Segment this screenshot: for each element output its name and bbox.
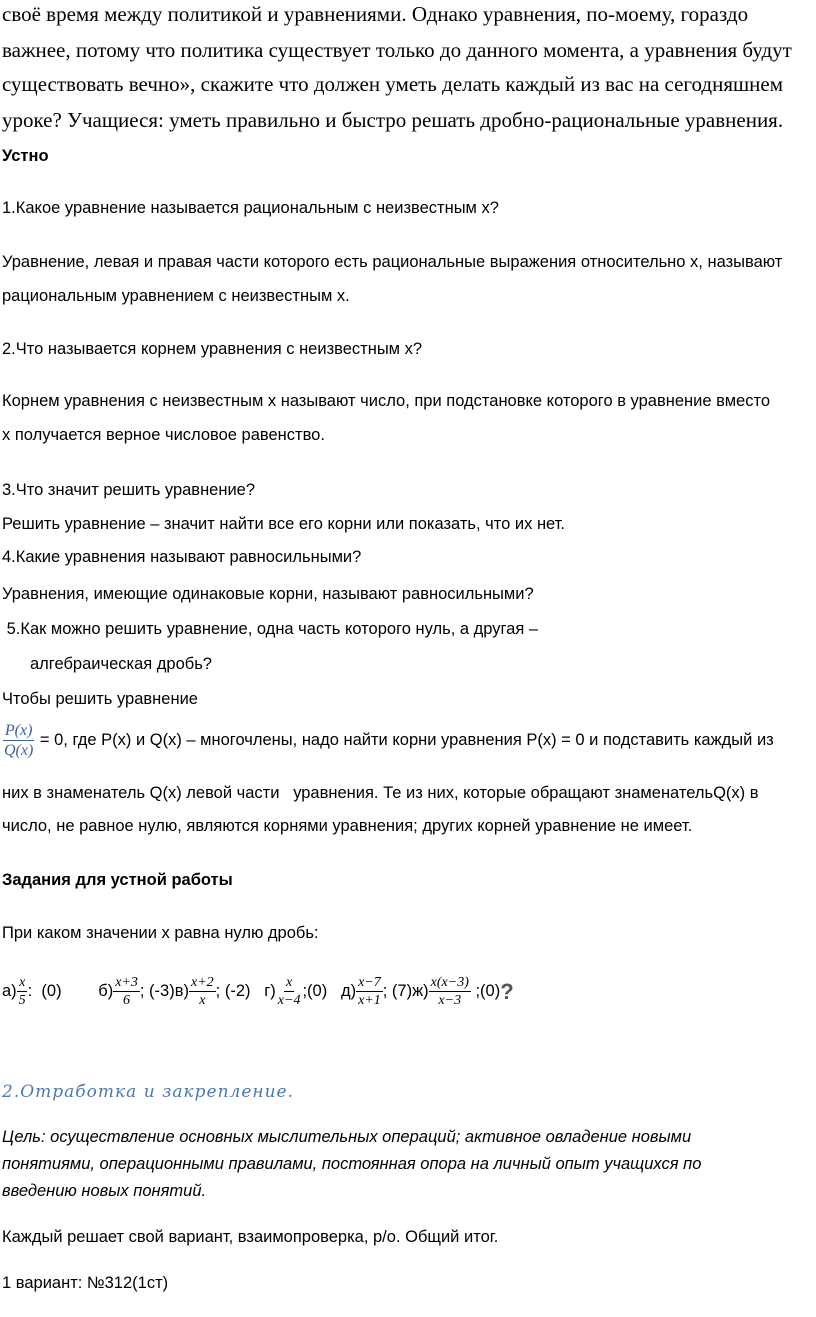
task-d-prefix: г) — [264, 982, 276, 1000]
instruction-text: Каждый решает свой вариант, взаимопроверка, р/о. Общий итог. — [2, 1228, 499, 1246]
task-e-denominator: x+1 — [358, 993, 381, 1008]
question-2: 2.Что называется корнем уравнения с неизвестным х? — [2, 340, 423, 358]
answer-5-intro: Чтобы решить уравнение — [2, 690, 198, 708]
variant-text: 1 вариант: №312(1ст) — [2, 1274, 169, 1292]
task-f-fraction — [429, 975, 471, 1008]
tasks-fraction-row — [2, 975, 514, 1008]
oral-title: Устно — [2, 147, 49, 165]
section-2-heading: 2.Отработка и закрепление. — [2, 1082, 295, 1102]
task-d-fraction — [276, 975, 303, 1008]
task-e-numerator: x−7 — [358, 975, 381, 990]
task-f-prefix: ж) — [412, 982, 429, 1000]
fraction-denominator: Q(x) — [4, 742, 34, 759]
question-1: 1.Какое уравнение называется рациональным с неизвестным х? — [2, 199, 499, 217]
task-a-denominator: 5 — [18, 993, 26, 1008]
task-e-prefix: д) — [340, 982, 357, 1000]
task-e-fraction — [356, 975, 383, 1008]
task-c-numerator: x+2 — [191, 975, 214, 990]
question-4: 4.Какие уравнения называют равносильными? — [2, 548, 362, 566]
task-b-prefix: б) — [98, 982, 114, 1000]
answer-5-line-2: них в знаменатель Q(х) левой части уравнения. Те из них, которые обращают знаменательQ(х) в — [2, 784, 759, 802]
intro-line-1: своё время между политикой и уравнениями. Однако уравнения, по-моему, гораздо — [2, 2, 749, 26]
task-e-answer: ; (7) — [382, 982, 413, 1000]
task-c-prefix: в) — [174, 982, 189, 1000]
pq-fraction — [2, 722, 35, 759]
task-c-fraction — [189, 975, 216, 1008]
task-c-denominator: x — [199, 993, 206, 1008]
intro-line-2: важнее, потому что политика существует только до данного момента, а уравнения будут — [2, 38, 792, 62]
goal-line-3: введению новых понятий. — [2, 1182, 207, 1200]
answer-5-line-3: число, не равное нулю, являются корнями уравнения; других корней уравнение не имеет. — [2, 817, 693, 835]
question-3: 3.Что значит решить уравнение? — [2, 481, 256, 499]
answer-2-line-2: х получается верное числовое равенство. — [2, 426, 325, 444]
goal-line-1: Цель: осуществление основных мыслительных операций; активное овладение новыми — [2, 1128, 692, 1146]
task-a-fraction — [17, 975, 28, 1008]
intro-line-3: существовать вечно», скажите что должен уметь делать каждый из вас на сегодняшнем — [2, 72, 784, 96]
task-a-prefix: а) — [2, 982, 17, 1000]
answer-2-line-1: Корнем уравнения с неизвестным х называют число, при подстановке которого в уравнение вместо — [2, 392, 771, 410]
task-d-answer: ;(0) — [302, 982, 341, 1000]
question-5-line-1: 5.Как можно решить уравнение, одна часть которого нуль, а другая – — [2, 620, 539, 638]
fraction-numerator: P(x) — [4, 722, 33, 739]
question-5-line-2: алгебраическая дробь? — [30, 655, 212, 673]
task-d-denominator: x−4 — [277, 993, 301, 1008]
answer-4: Уравнения, имеющие одинаковые корни, называют равносильными? — [2, 585, 534, 603]
task-b-answer: ; (-3) — [139, 982, 175, 1000]
task-c-answer: ; (-2) — [215, 982, 265, 1000]
answer-3: Решить уравнение – значит найти все его корни или показать, что их нет. — [2, 515, 565, 533]
task-d-numerator: x — [286, 975, 293, 990]
goal-line-2: понятиями, операционными правилами, постоянная опора на личный опыт учащихся по — [2, 1155, 702, 1173]
task-b-denominator: 6 — [123, 993, 131, 1008]
answer-5-line-1 — [2, 722, 774, 759]
question-mark: ? — [500, 978, 514, 1004]
answer-5-line-1-text: = 0, где Р(х) и Q(х) – многочлены, надо найти корни уравнения Р(х) = 0 и подставить каждый из — [35, 731, 774, 749]
intro-line-4: уроке? Учащиеся: уметь правильно и быстро решать дробно-рациональные уравнения. — [2, 108, 784, 132]
tasks-prompt: При каком значении х равна нулю дробь: — [2, 924, 319, 942]
tasks-title: Задания для устной работы — [2, 871, 233, 889]
task-a-numerator: x — [19, 975, 26, 990]
task-f-answer: ;(0) — [470, 982, 501, 1000]
task-f-denominator: x−3 — [438, 993, 462, 1008]
task-a-answer: : (0) — [27, 982, 99, 1000]
task-b-numerator: x+3 — [115, 975, 138, 990]
answer-1-line-2: рациональным уравнением с неизвестным х. — [2, 287, 350, 305]
task-f-numerator: x(x−3) — [430, 975, 469, 990]
task-b-fraction — [113, 975, 140, 1008]
answer-1-line-1: Уравнение, левая и правая части которого есть рациональные выражения относительно х, называют — [2, 253, 783, 271]
